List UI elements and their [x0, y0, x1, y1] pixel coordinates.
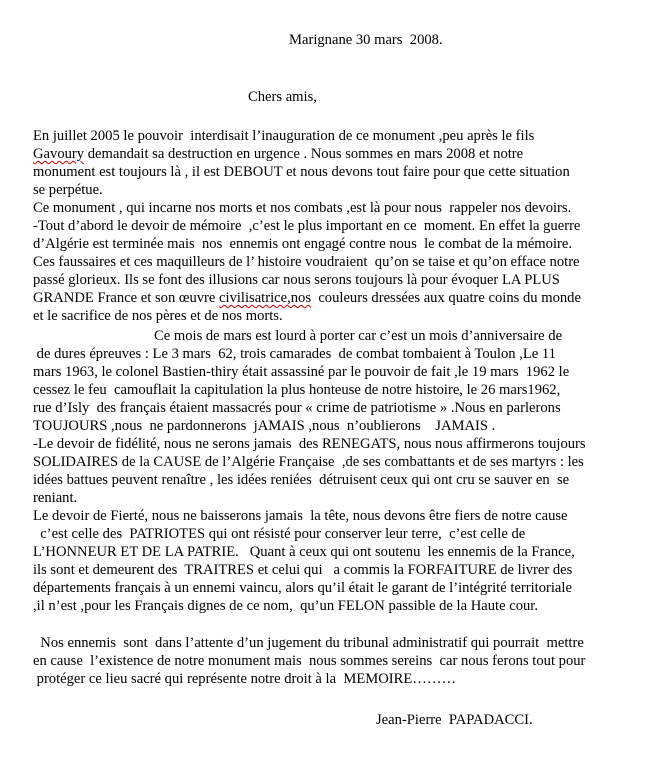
- text-span: demandait sa destruction en urgence . Nous sommes en mars 2008 et notre: [84, 146, 524, 162]
- text-line: [33, 289, 581, 307]
- text-line: départements français à un ennemi vaincu, alors qu’il était le garant de l’intégrité territoriale: [33, 580, 572, 596]
- text-line: ,il n’est ,pour les Français dignes de ce nom, qu’un FELON passible de la Haute cour.: [33, 598, 538, 614]
- text-line: rue d’Isly des français étaient massacrés pour « crime de patriotisme » .Nous en parlerons: [33, 400, 561, 416]
- text-line: L’HONNEUR ET DE LA PATRIE. Quant à ceux qui ont soutenu les ennemis de la France,: [33, 544, 575, 560]
- text-line: idées battues peuvent renaître , les idées reniées détruisent ceux qui ont cru se sauver en se: [33, 472, 570, 488]
- text-line: En juillet 2005 le pouvoir interdisait l’inauguration de ce monument ,peu après le fils: [33, 128, 535, 144]
- text-line: TOUJOURS ,nous ne pardonnerons jAMAIS ,nous n’oublierons JAMAIS .: [33, 418, 496, 434]
- spellcheck-word: Gavoury: [33, 146, 85, 162]
- date-line: Marignane 30 mars 2008.: [289, 32, 443, 48]
- salutation: Chers amis,: [248, 89, 317, 105]
- text-line: -Tout d’abord le devoir de mémoire ,c’est le plus important en ce moment. En effet la guerre: [33, 218, 581, 234]
- text-line: de dures épreuves : Le 3 mars 62, trois camarades de combat tombaient à Toulon ,Le 11: [33, 346, 556, 362]
- text-line: mars 1963, le colonel Bastien-thiry était assassiné par le pouvoir de fait ,le 19 mars 1962 le: [33, 364, 570, 380]
- text-line: monument est toujours là , il est DEBOUT et nous devons tout faire pour que cette situation: [33, 164, 570, 180]
- text-line: et le sacrifice de nos pères et de nos morts.: [33, 308, 283, 324]
- text-line: SOLIDAIRES de la CAUSE de l’Algérie Française ,de ses combattants et de ses martyrs : les: [33, 454, 584, 470]
- text-line: Ce monument , qui incarne nos morts et nos combats ,est là pour nous rappeler nos devoirs.: [33, 200, 572, 216]
- text-line: [33, 145, 523, 163]
- text-line: cessez le feu camouflait la capitulation la plus honteuse de notre histoire, le 26 mars1962,: [33, 382, 561, 398]
- text-line: en cause l’existence de notre monument mais nous sommes sereins car nous ferons tout pour: [33, 653, 586, 669]
- text-line: Ce mois de mars est lourd à porter car c’est un mois d’anniversaire de: [154, 328, 563, 344]
- text-line: reniant.: [33, 490, 78, 506]
- text-span: GRANDE France et son œuvre: [33, 290, 220, 306]
- text-line: Nos ennemis sont dans l’attente d’un jugement du tribunal administratif qui pourrait mettre: [33, 635, 584, 651]
- text-line: passé glorieux. Ils se font des illusions car nous serons toujours là pour évoquer LA PLUS: [33, 272, 560, 288]
- text-line: Ces faussaires et ces maquilleurs de l’ histoire voudraient qu’on se taise et qu’on efface notre: [33, 254, 580, 270]
- text-line: se perpétue.: [33, 182, 103, 198]
- text-line: d’Algérie est terminée mais nos ennemis ont engagé contre nous le combat de la mémoire.: [33, 236, 572, 252]
- text-span: couleurs dressées aux quatre coins du monde: [311, 290, 581, 306]
- text-line: protéger ce lieu sacré qui représente notre droit à la MEMOIRE………: [33, 671, 457, 687]
- text-line: Le devoir de Fierté, nous ne baisserons jamais la tête, nous devons être fiers de notre cause: [33, 508, 568, 524]
- signature: Jean-Pierre PAPADACCI.: [376, 712, 533, 728]
- text-line: -Le devoir de fidélité, nous ne serons jamais des RENEGATS, nous nous affirmerons toujours: [33, 436, 586, 452]
- spellcheck-word: civilisatrice,nos: [219, 290, 312, 306]
- text-line: ils sont et demeurent des TRAITRES et celui qui a commis la FORFAITURE de livrer des: [33, 562, 573, 578]
- text-line: c’est celle des PATRIOTES qui ont résisté pour conserver leur terre, c’est celle de: [33, 526, 526, 542]
